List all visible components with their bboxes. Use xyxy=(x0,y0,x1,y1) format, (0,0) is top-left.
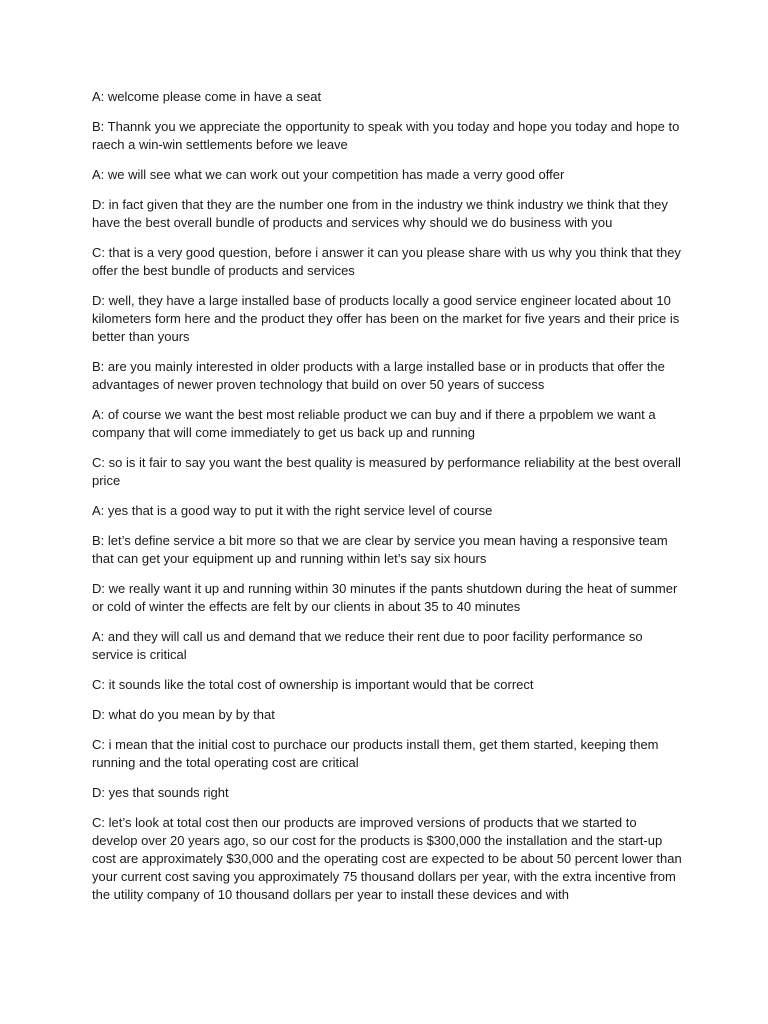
dialogue-line: A: welcome please come in have a seat xyxy=(92,89,322,104)
dialogue-line: A: we will see what we can work out your competition has made a verry good offer xyxy=(92,167,565,182)
dialogue-line: B: let’s define service a bit more so that we are clear by service you mean having a responsive team that can get your equipment up and running within let’s say six hours xyxy=(92,533,668,566)
dialogue-line: D: what do you mean by by that xyxy=(92,707,275,722)
dialogue-line: D: well, they have a large installed base of products locally a good service engineer located about 10 kilometers form here and the product they offer has been on the market for five years and their price is better than yours xyxy=(92,293,680,344)
dialogue-line: A: and they will call us and demand that we reduce their rent due to poor facility performance so service is critical xyxy=(92,629,643,662)
dialogue-line: B: Thannk you we appreciate the opportunity to speak with you today and hope you today and hope to raech a win-win settlements before we leave xyxy=(92,119,680,152)
dialogue-line: C: i mean that the initial cost to purchace our products install them, get them started, keeping them running and the total operating cost are critical xyxy=(92,737,659,770)
dialogue-line: C: let’s look at total cost then our products are improved versions of products that we started to develop over 20 years ago, so our cost for the products is $300,000 the installation and the start-up cost are approximately $30,000 and the operating cost are expected to be about 50 percent lower than your current cost saving you approximately 75 thousand dollars per year, with the extra incentive from the utility company of 10 thousand dollars per year to install these devices and with xyxy=(92,815,682,902)
dialogue-line: D: yes that sounds right xyxy=(92,785,229,800)
dialogue-line: C: that is a very good question, before i answer it can you please share with us why you think that they offer the best bundle of products and services xyxy=(92,245,681,278)
dialogue-line: C: it sounds like the total cost of ownership is important would that be correct xyxy=(92,677,534,692)
dialogue-line: B: are you mainly interested in older products with a large installed base or in products that offer the advantages of newer proven technology that build on over 50 years of success xyxy=(92,359,665,392)
dialogue-line: D: we really want it up and running within 30 minutes if the pants shutdown during the heat of summer or cold of winter the effects are felt by our clients in about 35 to 40 minutes xyxy=(92,581,678,614)
dialogue-line: A: of course we want the best most reliable product we can buy and if there a prpoblem we want a company that will come immediately to get us back up and running xyxy=(92,407,656,440)
dialogue-line: C: so is it fair to say you want the best quality is measured by performance reliability at the best overall price xyxy=(92,455,681,488)
dialogue-line: D: in fact given that they are the number one from in the industry we think industry we think that they have the best overall bundle of products and services why should we do business with you xyxy=(92,197,668,230)
dialogue-transcript xyxy=(92,88,682,916)
dialogue-line: A: yes that is a good way to put it with the right service level of course xyxy=(92,503,493,518)
